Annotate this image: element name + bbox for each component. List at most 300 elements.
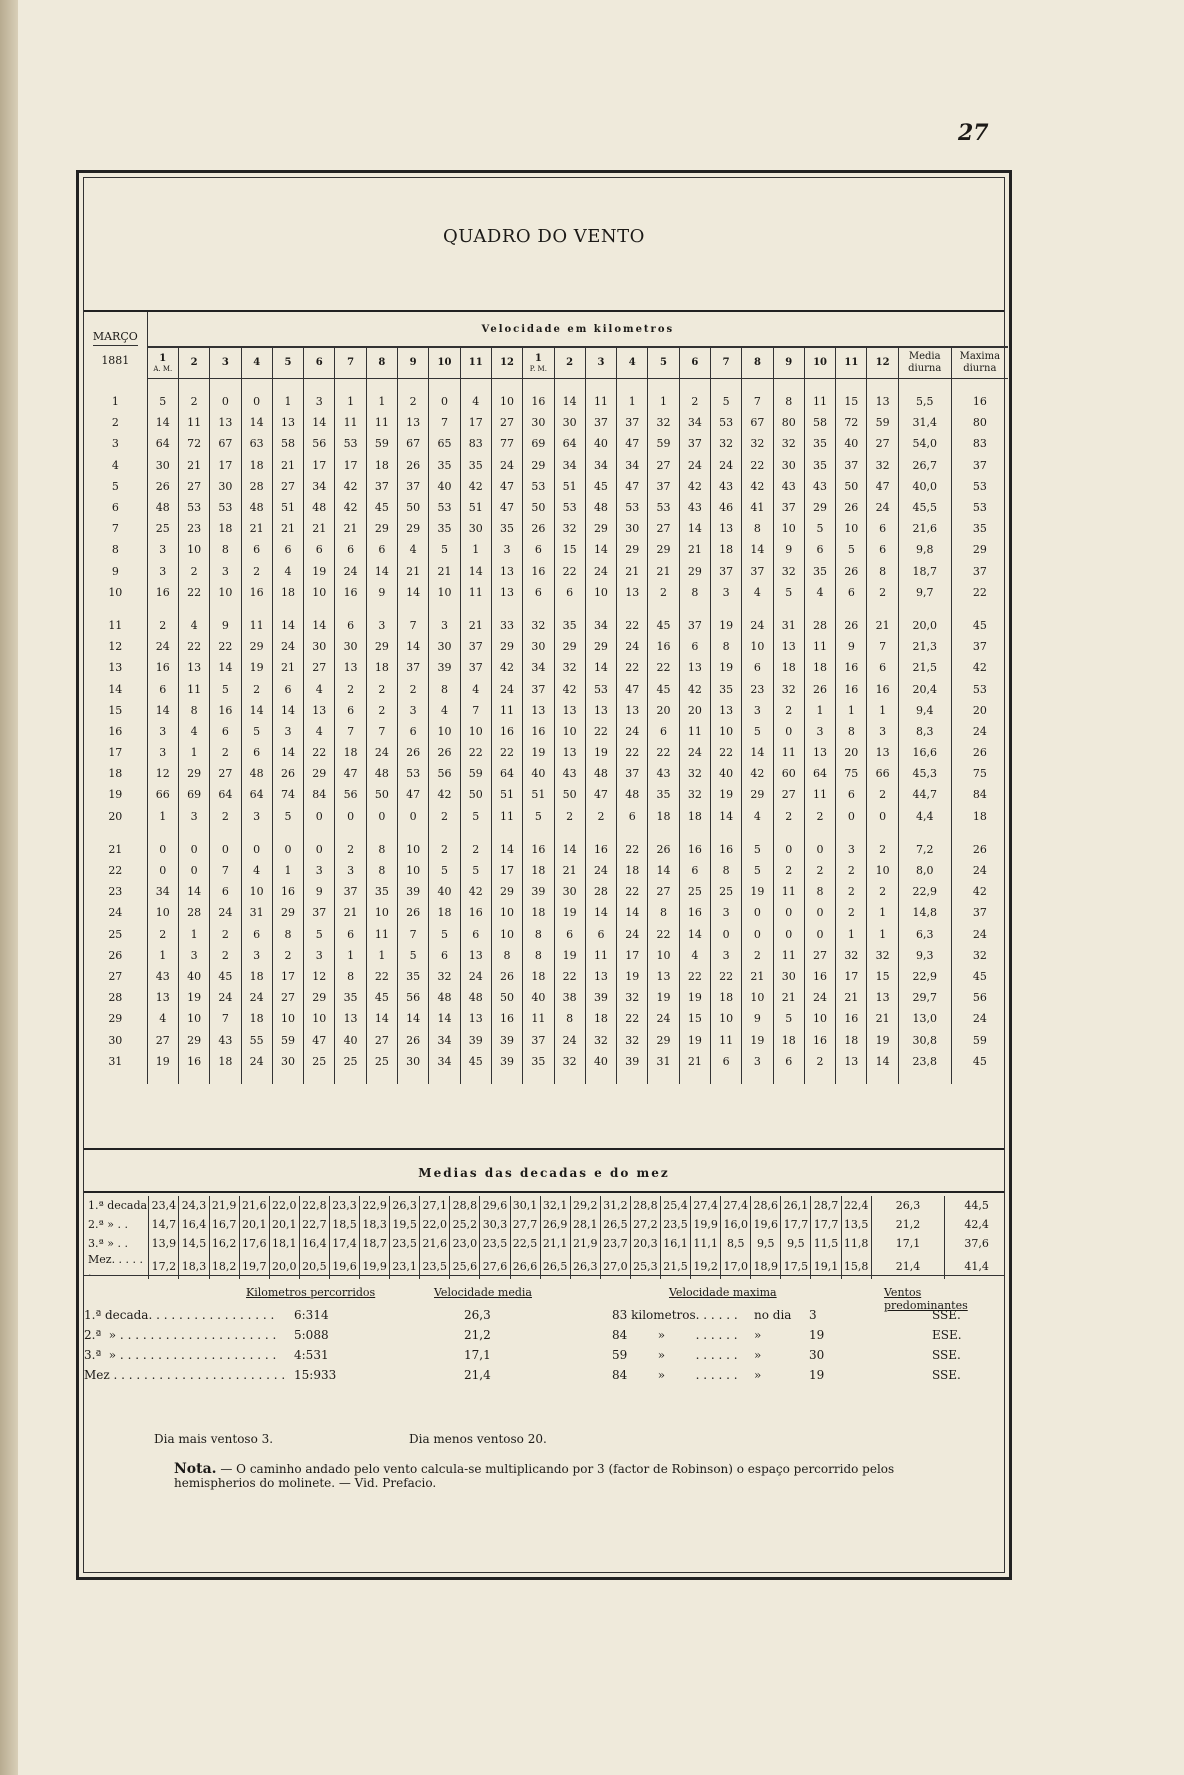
velocity-cell: 0 — [773, 721, 804, 742]
medias-cell: 16,4 — [299, 1234, 329, 1253]
velocity-cell: 35 — [335, 987, 366, 1008]
medias-label: 1.ª decada — [88, 1199, 148, 1212]
spacer-cell — [773, 827, 804, 839]
medias-cell: 23,5 — [480, 1234, 510, 1253]
spacer-cell — [460, 1072, 491, 1084]
medias-row — [84, 1234, 1008, 1253]
media-cell: 14,8 — [898, 902, 951, 923]
velocity-cell: 17 — [272, 966, 303, 987]
medias-cell: 22,7 — [299, 1215, 329, 1234]
velocity-cell: 18 — [617, 860, 648, 881]
medias-cell: 28,1 — [570, 1215, 600, 1234]
velocity-cell: 10 — [460, 721, 491, 742]
day-cell: 3 — [111, 437, 119, 451]
velocity-cell: 37 — [460, 636, 491, 657]
table-body — [84, 379, 1008, 1084]
velocity-cell: 51 — [554, 476, 585, 497]
velocity-cell: 3 — [836, 839, 867, 860]
velocity-cell: 16 — [491, 1008, 522, 1029]
velocity-cell: 64 — [491, 763, 522, 784]
spacer-cell — [241, 603, 272, 615]
velocity-cell: 14 — [147, 412, 178, 433]
document-page — [18, 0, 1184, 1775]
table-row — [84, 700, 1008, 721]
velocity-cell: 22 — [366, 966, 397, 987]
media-cell: 54,0 — [898, 433, 951, 454]
spacer-cell — [460, 379, 491, 392]
velocity-cell: 13 — [648, 966, 679, 987]
velocity-cell: 16 — [210, 700, 241, 721]
maxima-cell: 42 — [951, 881, 1008, 902]
velocity-cell: 22 — [304, 742, 335, 763]
velocity-cell: 51 — [460, 497, 491, 518]
spacer-cell — [272, 827, 303, 839]
velocity-cell: 40 — [335, 1029, 366, 1050]
velocity-cell: 48 — [241, 497, 272, 518]
velocity-cell: 47 — [491, 497, 522, 518]
media-cell: 9,3 — [898, 945, 951, 966]
velocity-cell: 0 — [804, 924, 835, 945]
spacer-cell — [585, 827, 616, 839]
velocity-cell: 29 — [272, 902, 303, 923]
velocity-cell: 6 — [366, 539, 397, 560]
velocity-cell: 21 — [178, 455, 209, 476]
velocity-cell: 10 — [867, 860, 898, 881]
velocity-cell: 4 — [398, 539, 429, 560]
velocity-cell: 6 — [398, 721, 429, 742]
table-row — [84, 881, 1008, 902]
medias-cell: 30,1 — [510, 1196, 540, 1215]
velocity-cell: 47 — [304, 1029, 335, 1050]
velocity-cell: 10 — [491, 902, 522, 923]
velocity-cell: 2 — [210, 924, 241, 945]
velocity-cell: 13 — [617, 700, 648, 721]
velocity-cell: 6 — [867, 518, 898, 539]
day-cell: 5 — [111, 479, 119, 493]
velocity-cell: 28 — [804, 615, 835, 636]
velocity-cell: 21 — [836, 987, 867, 1008]
velocity-cell: 25 — [679, 881, 710, 902]
velocity-cell: 0 — [742, 924, 773, 945]
velocity-cell: 29 — [585, 518, 616, 539]
velocity-cell: 30 — [617, 518, 648, 539]
velocity-cell: 22 — [460, 742, 491, 763]
spacer-cell — [648, 827, 679, 839]
velocity-cell: 0 — [147, 839, 178, 860]
velocity-cell: 22 — [710, 966, 741, 987]
hour-header — [460, 347, 491, 379]
spacer-cell — [710, 1072, 741, 1084]
velocity-cell: 24 — [460, 966, 491, 987]
medias-cell: 20,3 — [630, 1234, 660, 1253]
maxima-cell: 37 — [951, 636, 1008, 657]
maxima-cell: 45 — [951, 1051, 1008, 1072]
velocity-cell: 3 — [272, 721, 303, 742]
medias-cell: 25,3 — [630, 1253, 660, 1279]
velocity-cell: 19 — [304, 561, 335, 582]
velocity-cell: 9 — [210, 615, 241, 636]
velocity-cell: 37 — [304, 902, 335, 923]
velocity-cell: 8 — [679, 582, 710, 603]
day-cell: 9 — [111, 564, 119, 578]
table-row — [84, 1029, 1008, 1050]
hour-header — [147, 347, 178, 379]
spacer-cell — [742, 1072, 773, 1084]
velocity-cell: 45 — [585, 476, 616, 497]
media-cell: 21,5 — [898, 657, 951, 678]
velocity-cell: 35 — [648, 784, 679, 805]
velocity-cell: 37 — [366, 476, 397, 497]
velocity-cell: 3 — [710, 582, 741, 603]
velocity-cell: 4 — [178, 721, 209, 742]
medias-media: 21,4 — [871, 1253, 945, 1279]
velocity-cell: 21 — [742, 966, 773, 987]
spacer-cell — [210, 1072, 241, 1084]
velocity-cell: 11 — [178, 412, 209, 433]
velocity-cell: 34 — [554, 455, 585, 476]
velocity-cell: 42 — [554, 678, 585, 699]
velocity-cell: 14 — [491, 839, 522, 860]
hour-label: 12 — [875, 357, 890, 368]
velocity-cell: 42 — [742, 763, 773, 784]
medias-cell: 27,4 — [691, 1196, 721, 1215]
velocity-cell: 19 — [554, 945, 585, 966]
spacer-cell — [585, 379, 616, 392]
velocity-cell: 2 — [648, 582, 679, 603]
velocity-cell: 22 — [554, 966, 585, 987]
velocity-cell: 30 — [554, 881, 585, 902]
velocity-cell: 40 — [178, 966, 209, 987]
velocity-cell: 16 — [804, 966, 835, 987]
velocity-cell: 18 — [241, 966, 272, 987]
day-cell: 19 — [108, 788, 123, 802]
table-row — [84, 561, 1008, 582]
medias-cell: 23,4 — [149, 1196, 179, 1215]
velocity-cell: 13 — [335, 657, 366, 678]
velocity-cell: 7 — [210, 860, 241, 881]
velocity-cell: 19 — [617, 966, 648, 987]
table-row — [84, 615, 1008, 636]
velocity-cell: 3 — [241, 945, 272, 966]
velocity-cell: 18 — [523, 860, 554, 881]
velocity-cell: 5 — [836, 539, 867, 560]
maxima-header: Maxima diurna — [951, 347, 1008, 379]
velocity-cell: 4 — [804, 582, 835, 603]
hour-header — [554, 347, 585, 379]
velocity-cell: 67 — [398, 433, 429, 454]
spacer-cell — [867, 379, 898, 392]
velocity-cell: 13 — [335, 1008, 366, 1029]
velocity-cell: 6 — [679, 860, 710, 881]
velocity-cell: 5 — [304, 924, 335, 945]
velocity-cell: 13 — [491, 561, 522, 582]
day-cell: 4 — [111, 458, 119, 472]
table-row — [84, 1008, 1008, 1029]
velocity-cell: 2 — [241, 678, 272, 699]
velocity-cell: 0 — [429, 391, 460, 412]
maxima-cell: 75 — [951, 763, 1008, 784]
media-cell: 18,7 — [898, 561, 951, 582]
summary-vento: SSE. — [932, 1368, 961, 1382]
velocity-cell: 5 — [241, 721, 272, 742]
velocity-cell: 23 — [742, 678, 773, 699]
hour-header — [178, 347, 209, 379]
velocity-cell: 53 — [523, 476, 554, 497]
spacer-cell — [710, 379, 741, 392]
velocity-cell: 26 — [836, 561, 867, 582]
velocity-cell: 66 — [147, 784, 178, 805]
media-cell: 9,4 — [898, 700, 951, 721]
velocity-cell: 35 — [804, 455, 835, 476]
velocity-cell: 2 — [366, 678, 397, 699]
velocity-cell: 26 — [429, 742, 460, 763]
velocity-cell: 29 — [366, 636, 397, 657]
velocity-cell: 29 — [679, 561, 710, 582]
velocity-cell: 53 — [585, 678, 616, 699]
summary-km: 15:933 — [294, 1368, 337, 1382]
velocity-cell: 8 — [366, 860, 397, 881]
spacer-cell — [710, 827, 741, 839]
velocity-cell: 39 — [460, 1029, 491, 1050]
velocity-cell: 19 — [585, 742, 616, 763]
velocity-cell: 74 — [272, 784, 303, 805]
velocity-cell: 41 — [742, 497, 773, 518]
velocity-cell: 22 — [617, 742, 648, 763]
spacer-cell — [366, 603, 397, 615]
velocity-cell: 21 — [460, 615, 491, 636]
spacer-cell — [210, 379, 241, 392]
spacer-cell — [523, 379, 554, 392]
velocity-cell: 6 — [429, 945, 460, 966]
spacer-cell — [742, 603, 773, 615]
media-cell: 5,5 — [898, 391, 951, 412]
medias-cell: 19,9 — [360, 1253, 390, 1279]
velocity-cell: 18 — [679, 806, 710, 827]
maxima-cell: 37 — [951, 455, 1008, 476]
velocity-cell: 53 — [617, 497, 648, 518]
velocity-cell: 18 — [335, 742, 366, 763]
velocity-cell: 18 — [241, 1008, 272, 1029]
media-cell: 7,2 — [898, 839, 951, 860]
velocity-cell: 22 — [178, 636, 209, 657]
medias-cell: 19,7 — [239, 1253, 269, 1279]
velocity-cell: 8 — [804, 881, 835, 902]
wind-table — [84, 312, 1008, 1084]
velocity-cell: 3 — [147, 742, 178, 763]
velocity-cell: 22 — [178, 582, 209, 603]
velocity-cell: 26 — [836, 615, 867, 636]
velocity-cell: 4 — [272, 561, 303, 582]
spacer-cell — [742, 379, 773, 392]
hour-header — [491, 347, 522, 379]
velocity-cell: 64 — [241, 784, 272, 805]
velocity-cell: 20 — [648, 700, 679, 721]
medias-cell: 31,2 — [600, 1196, 630, 1215]
velocity-cell: 37 — [398, 657, 429, 678]
velocity-cell: 11 — [804, 784, 835, 805]
page-number: 27 — [958, 120, 989, 146]
velocity-cell: 16 — [241, 582, 272, 603]
velocity-cell: 60 — [773, 763, 804, 784]
nota-text: — O caminho andado pelo vento calcula-se multiplicando por 3 (factor de Robinson) o espaço percorrido pelos hemispherios do molinete. — Vid. Prefacio. — [174, 1462, 895, 1490]
table-row — [84, 497, 1008, 518]
velocity-cell: 14 — [366, 1008, 397, 1029]
velocity-cell: 7 — [398, 615, 429, 636]
velocity-cell: 5 — [460, 806, 491, 827]
velocity-cell: 1 — [460, 539, 491, 560]
velocity-cell: 22 — [491, 742, 522, 763]
maxima-cell: 24 — [951, 721, 1008, 742]
velocity-cell: 53 — [398, 763, 429, 784]
velocity-cell: 6 — [210, 881, 241, 902]
spacer-cell — [804, 379, 835, 392]
table-row — [84, 678, 1008, 699]
velocity-cell: 34 — [429, 1029, 460, 1050]
medias-title: Medias das decadas e do mez — [418, 1166, 670, 1180]
velocity-cell: 0 — [304, 806, 335, 827]
spacer-cell — [304, 827, 335, 839]
velocity-cell: 1 — [867, 902, 898, 923]
velocity-cell: 9 — [304, 881, 335, 902]
velocity-cell: 26 — [648, 839, 679, 860]
summary-header-vmed: Velocidade media — [434, 1286, 532, 1299]
velocity-cell: 13 — [867, 391, 898, 412]
maxima-cell: 84 — [951, 784, 1008, 805]
velocity-cell: 0 — [178, 860, 209, 881]
velocity-cell: 16 — [523, 391, 554, 412]
velocity-cell: 6 — [836, 582, 867, 603]
velocity-cell: 45 — [366, 987, 397, 1008]
velocity-cell: 0 — [147, 860, 178, 881]
spacer-cell — [554, 1072, 585, 1084]
velocity-cell: 0 — [241, 391, 272, 412]
spacer-cell — [617, 827, 648, 839]
velocity-cell: 39 — [617, 1051, 648, 1072]
medias-cell: 21,6 — [239, 1196, 269, 1215]
summary-vmed: 26,3 — [464, 1308, 491, 1322]
table-row — [84, 476, 1008, 497]
spacer-cell — [523, 1072, 554, 1084]
velocity-cell: 58 — [272, 433, 303, 454]
velocity-cell: 27 — [648, 455, 679, 476]
day-cell: 22 — [108, 864, 123, 878]
medias-cell: 14,5 — [179, 1234, 209, 1253]
velocity-cell: 26 — [147, 476, 178, 497]
velocity-cell: 43 — [210, 1029, 241, 1050]
medias-cell: 20,5 — [299, 1253, 329, 1279]
velocity-cell: 19 — [147, 1051, 178, 1072]
velocity-cell: 50 — [366, 784, 397, 805]
hour-header — [366, 347, 397, 379]
spacer-cell — [773, 379, 804, 392]
velocity-cell: 2 — [335, 839, 366, 860]
velocity-cell: 37 — [773, 497, 804, 518]
velocity-cell: 30 — [773, 455, 804, 476]
day-cell: 16 — [108, 724, 123, 738]
velocity-cell: 4 — [304, 678, 335, 699]
velocity-cell: 6 — [241, 924, 272, 945]
velocity-cell: 8 — [272, 924, 303, 945]
velocity-cell: 13 — [585, 700, 616, 721]
velocity-cell: 4 — [460, 678, 491, 699]
table-inner-border — [83, 177, 1005, 1573]
maxima-cell: 80 — [951, 412, 1008, 433]
velocity-cell: 13 — [272, 412, 303, 433]
velocity-cell: 2 — [460, 839, 491, 860]
summary-vento: SSE. — [932, 1348, 961, 1362]
maxima-cell: 37 — [951, 561, 1008, 582]
spacer-cell — [648, 603, 679, 615]
velocity-cell: 11 — [773, 742, 804, 763]
velocity-cell: 48 — [366, 763, 397, 784]
velocity-cell: 43 — [147, 966, 178, 987]
velocity-cell: 29 — [648, 1029, 679, 1050]
velocity-cell: 19 — [742, 1029, 773, 1050]
velocity-cell: 5 — [460, 860, 491, 881]
spacer-cell — [366, 379, 397, 392]
velocity-cell: 14 — [585, 902, 616, 923]
velocity-cell: 14 — [147, 700, 178, 721]
table-row — [84, 539, 1008, 560]
velocity-cell: 42 — [429, 784, 460, 805]
velocity-cell: 16 — [585, 839, 616, 860]
velocity-cell: 21 — [241, 518, 272, 539]
spacer-cell — [429, 827, 460, 839]
spacer-cell — [867, 603, 898, 615]
velocity-cell: 24 — [679, 455, 710, 476]
velocity-cell: 5 — [742, 721, 773, 742]
velocity-cell: 29 — [554, 636, 585, 657]
medias-cell: 22,0 — [269, 1196, 299, 1215]
velocity-cell: 22 — [742, 455, 773, 476]
velocity-cell: 16 — [272, 881, 303, 902]
spacer-cell — [491, 827, 522, 839]
medias-cell: 29,2 — [570, 1196, 600, 1215]
spacer-cell — [554, 603, 585, 615]
summary-vmax: 83 kilometros. . . . . . — [612, 1308, 738, 1322]
spacer-cell — [585, 1072, 616, 1084]
velocity-cell: 2 — [335, 678, 366, 699]
hour-header — [335, 347, 366, 379]
velocity-cell: 37 — [710, 561, 741, 582]
velocity-cell: 10 — [429, 582, 460, 603]
velocity-cell: 48 — [585, 497, 616, 518]
velocity-cell: 22 — [617, 881, 648, 902]
velocity-cell: 24 — [491, 678, 522, 699]
velocity-cell: 10 — [366, 902, 397, 923]
medias-cell: 15,8 — [841, 1253, 871, 1279]
velocity-cell: 24 — [710, 455, 741, 476]
medias-cell: 21,6 — [420, 1234, 450, 1253]
velocity-cell: 21 — [272, 455, 303, 476]
velocity-cell: 6 — [804, 539, 835, 560]
medias-cell: 18,9 — [751, 1253, 781, 1279]
velocity-cell: 17 — [304, 455, 335, 476]
velocity-cell: 0 — [804, 902, 835, 923]
spacer-cell — [773, 1072, 804, 1084]
summary-km: 6:314 — [294, 1308, 329, 1322]
velocity-cell: 32 — [554, 518, 585, 539]
pm-label: P. M. — [529, 365, 547, 373]
velocity-cell: 7 — [867, 636, 898, 657]
velocity-cell: 2 — [867, 582, 898, 603]
velocity-cell: 21 — [773, 987, 804, 1008]
velocity-cell: 34 — [429, 1051, 460, 1072]
velocity-cell: 24 — [366, 742, 397, 763]
spacer-cell — [241, 379, 272, 392]
velocity-cell: 39 — [398, 881, 429, 902]
spacer-cell — [804, 603, 835, 615]
